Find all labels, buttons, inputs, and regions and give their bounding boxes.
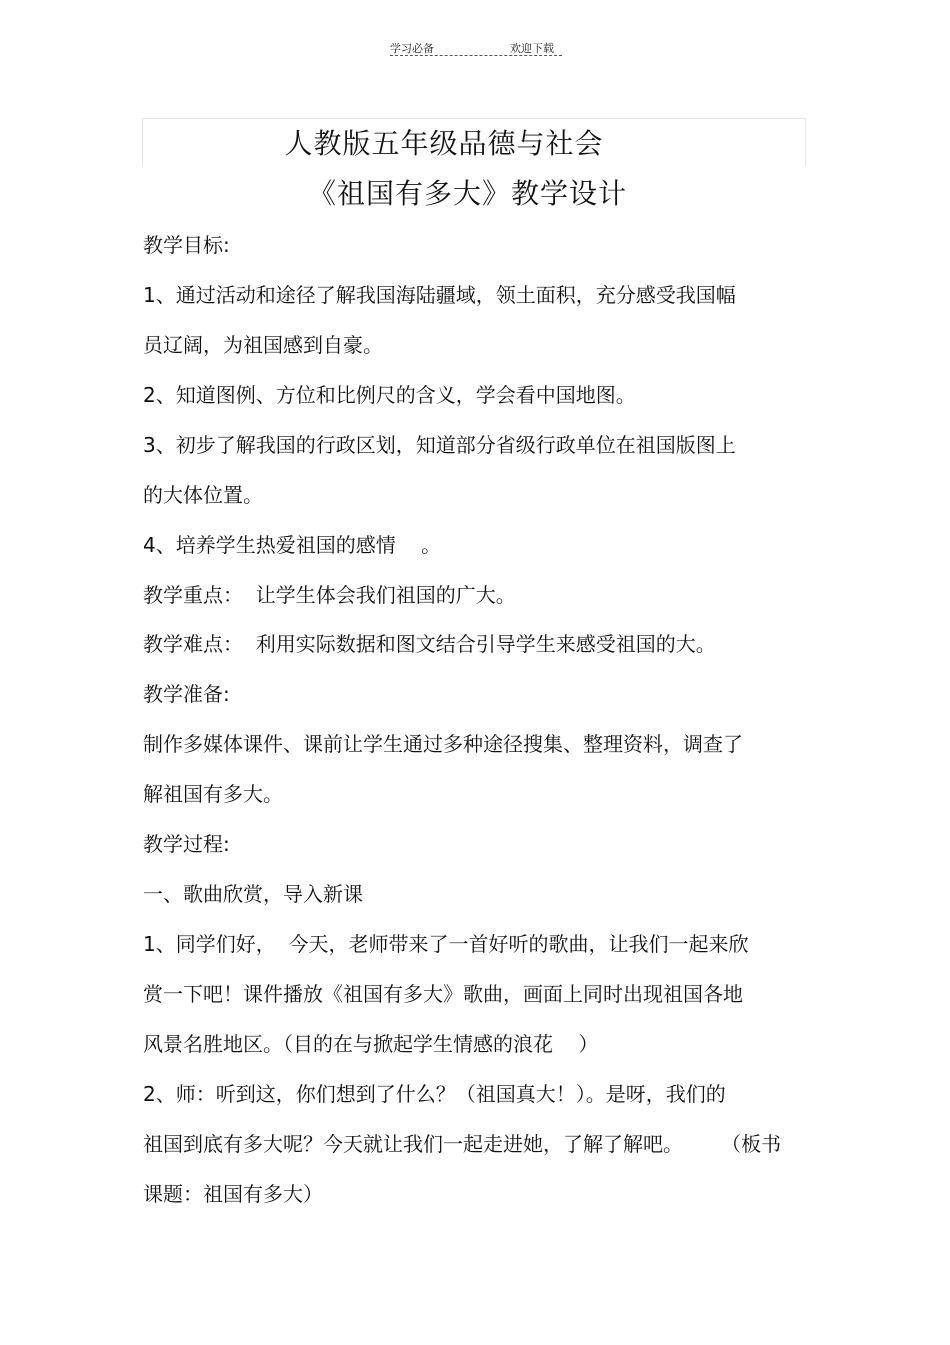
body-text-line: 1、通过活动和途径了解我国海陆疆域，领土面积，充分感受我国幅 xyxy=(143,283,736,307)
header-left-text: 学习必备 xyxy=(390,42,434,55)
subsection-heading: 一、歌曲欣赏，导入新课 xyxy=(143,882,363,906)
section-heading-preparation: 教学准备: xyxy=(143,682,230,706)
body-text-line: 2、师：听到这，你们想到了什么？（祖国真大！）。是呀，我们的 xyxy=(143,1082,726,1106)
body-text-line: 员辽阔，为祖国感到自豪。 xyxy=(143,333,383,357)
body-text-line: 风景名胜地区。（目的在与掀起学生情感的浪花 ） xyxy=(143,1032,599,1056)
body-text-line: 2、知道图例、方位和比例尺的含义，学会看中国地图。 xyxy=(143,383,636,407)
section-heading-difficulties: 教学难点： 利用实际数据和图文结合引导学生来感受祖国的大。 xyxy=(143,632,716,656)
body-text-line: 的大体位置。 xyxy=(143,483,263,507)
document-subtitle: 《祖国有多大》教学设计 xyxy=(307,177,627,210)
header-right-text: 欢迎下载 xyxy=(510,42,554,55)
section-heading-key-points: 教学重点： 让学生体会我们祖国的广大。 xyxy=(143,583,516,607)
body-text-line: 3、初步了解我国的行政区划，知道部分省级行政单位在祖国版图上 xyxy=(143,433,736,457)
body-text-line: 制作多媒体课件、课前让学生通过多种途径搜集、整理资料，调查了 xyxy=(143,732,743,756)
section-heading-objectives: 教学目标: xyxy=(143,233,230,257)
body-text-line: 解祖国有多大。 xyxy=(143,782,283,806)
header-divider xyxy=(390,55,562,56)
section-heading-process: 教学过程: xyxy=(143,832,230,856)
body-text-line: 4、培养学生热爱祖国的感情 。 xyxy=(143,533,442,557)
document-title: 人教版五年级品德与社会 xyxy=(284,127,604,160)
body-text-line: 1、同学们好， 今天，老师带来了一首好听的歌曲，让我们一起来欣 xyxy=(143,932,749,956)
body-text-line: 祖国到底有多大呢？今天就让我们一起走进她，了解了解吧。 （板书 xyxy=(143,1132,782,1156)
body-text-line: 赏一下吧！课件播放《祖国有多大》歌曲，画面上同时出现祖国各地 xyxy=(143,982,743,1006)
body-text-line: 课题：祖国有多大） xyxy=(143,1182,323,1206)
